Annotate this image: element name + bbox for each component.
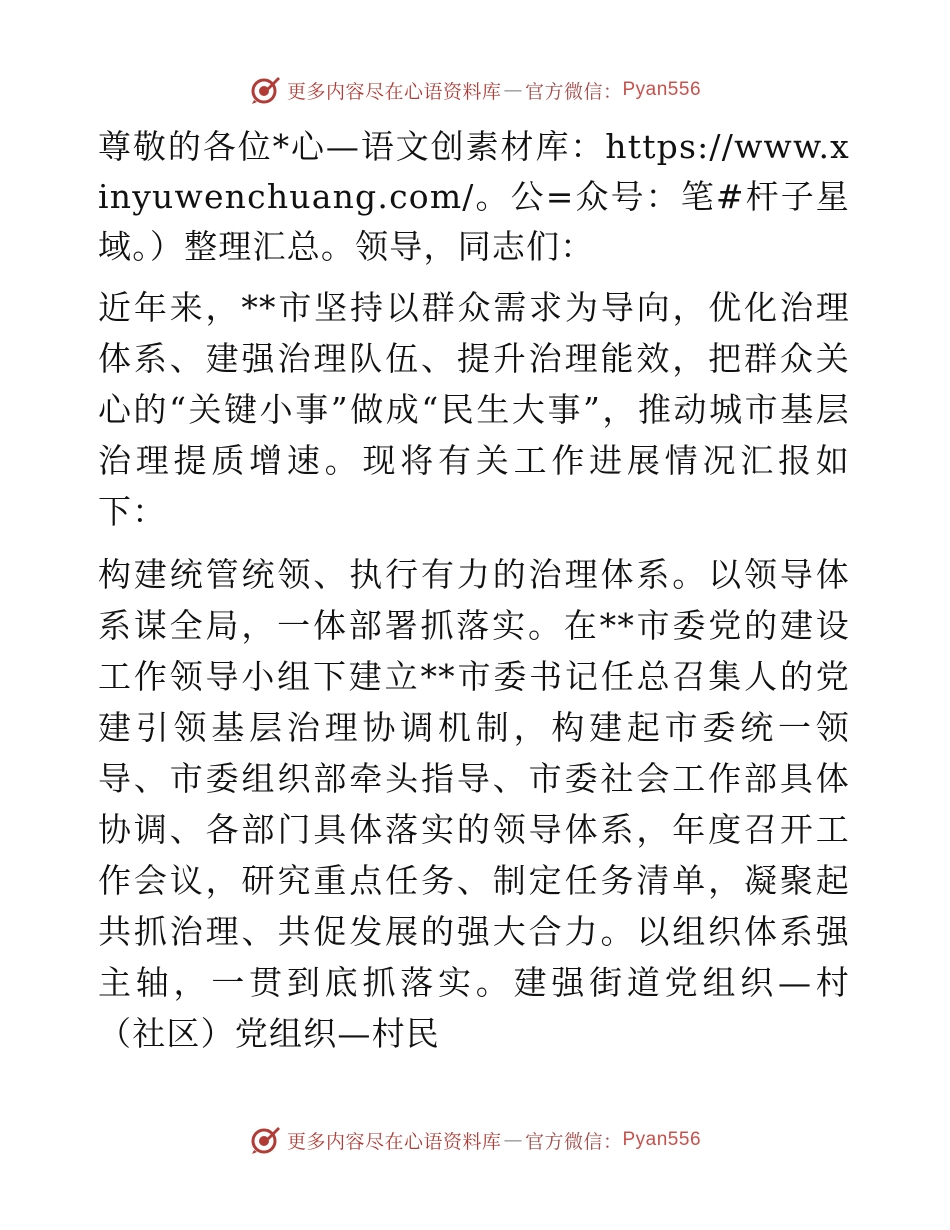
document-paragraph: 尊敬的各位*心—语文创素材库：https://www.xinyuwenchuang.com/。公=众号：笔#杆子星域。）整理汇总。领导，同志们： xyxy=(98,127,850,266)
banner-wechat-id: Pyan556 xyxy=(622,1129,702,1150)
banner-text: 更多内容尽在心语资料库 xyxy=(286,80,502,103)
pen-circle-logo-icon xyxy=(249,1124,281,1156)
banner-dash: — xyxy=(503,1129,523,1151)
banner-text: 更多内容尽在心语资料库 xyxy=(286,1130,502,1153)
pen-circle-logo-icon xyxy=(249,74,281,106)
document-body xyxy=(98,122,850,1071)
document-paragraph: 构建统管统领、执行有力的治理体系。以领导体系谋全局，一体部署抓落实。在**市委党的建设工作领导小组下建立**市委书记任总召集人的党建引领基层治理协调机制，构建起市委统一领导、市委组织部牵头指导、市委社会工作部具体协调、各部门具体落实的领导体系，年度召开工作会议，研究重点任务、制定任务清单，凝聚起共抓治理、共促发展的强大合力。以组织体系强主轴，一贯到底抓落实。建强街道党组织—村（社区）党组织—村民 xyxy=(98,555,850,1053)
header-banner xyxy=(0,70,950,110)
document-paragraph: 近年来，**市坚持以群众需求为导向，优化治理体系、建强治理队伍、提升治理能效，把群众关心的“关键小事”做成“民生大事”，推动城市基层治理提质增速。现将有关工作进展情况汇报如下： xyxy=(98,288,850,531)
banner-dash: — xyxy=(503,79,523,101)
footer-banner xyxy=(0,1120,950,1160)
banner-contact-label: 官方微信： xyxy=(524,80,623,103)
banner-wechat-id: Pyan556 xyxy=(622,79,702,100)
banner-contact-label: 官方微信： xyxy=(524,1130,623,1153)
